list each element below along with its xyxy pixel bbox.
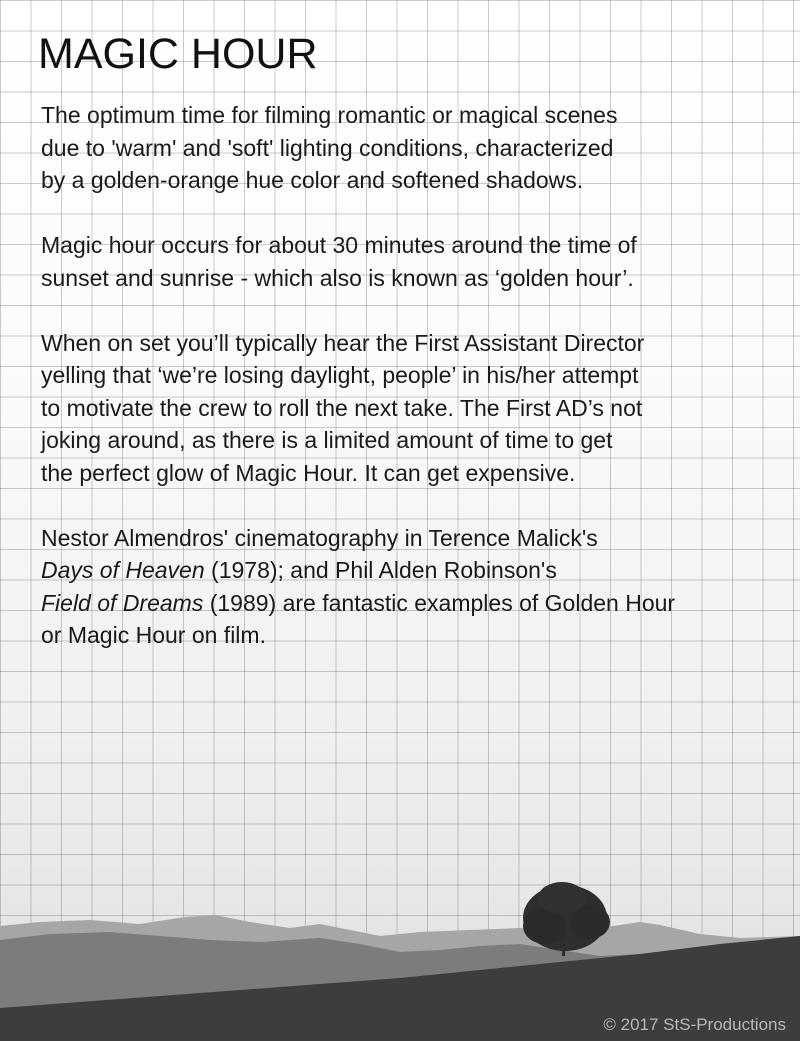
paragraph-on-set: [41, 327, 761, 490]
film-title-days-of-heaven: Days of Heaven: [41, 557, 205, 583]
text-line: sunset and sunrise - which also is known as ‘golden hour’.: [41, 264, 634, 291]
text-line: joking around, as there is a limited amount of time to get: [41, 427, 613, 453]
text-line: (1978); and Phil Alden Robinson's: [204, 557, 557, 583]
text-line: due to 'warm' and 'soft' lighting conditions, characterized: [41, 134, 614, 161]
article-body: [41, 99, 761, 684]
text-line: or Magic Hour on film.: [41, 622, 266, 648]
paragraph-definition: [41, 99, 761, 197]
text-line: the perfect glow of Magic Hour. It can get expensive.: [41, 459, 576, 486]
text-line: When on set you’ll typically hear the First Assistant Director: [41, 329, 645, 356]
page-title: MAGIC HOUR: [38, 30, 318, 78]
paragraph-duration: [41, 229, 761, 294]
text-line: by a golden-orange hue color and softened shadows.: [41, 167, 584, 193]
film-title-field-of-dreams: Field of Dreams: [41, 589, 204, 616]
text-line: The optimum time for filming romantic or magical scenes: [41, 102, 618, 128]
text-line: yelling that ‘we’re losing daylight, people’ in his/her attempt: [41, 362, 639, 388]
text-line: to motivate the crew to roll the next take. The First AD’s not: [41, 394, 643, 421]
paragraph-examples: [41, 522, 761, 652]
copyright-credit: © 2017 StS-Productions: [603, 1015, 786, 1034]
text-line: (1989) are fantastic examples of Golden Hour: [203, 589, 676, 616]
text-line: Nestor Almendros' cinematography in Terence Malick's: [41, 524, 598, 551]
text-line: Magic hour occurs for about 30 minutes around the time of: [41, 232, 637, 258]
